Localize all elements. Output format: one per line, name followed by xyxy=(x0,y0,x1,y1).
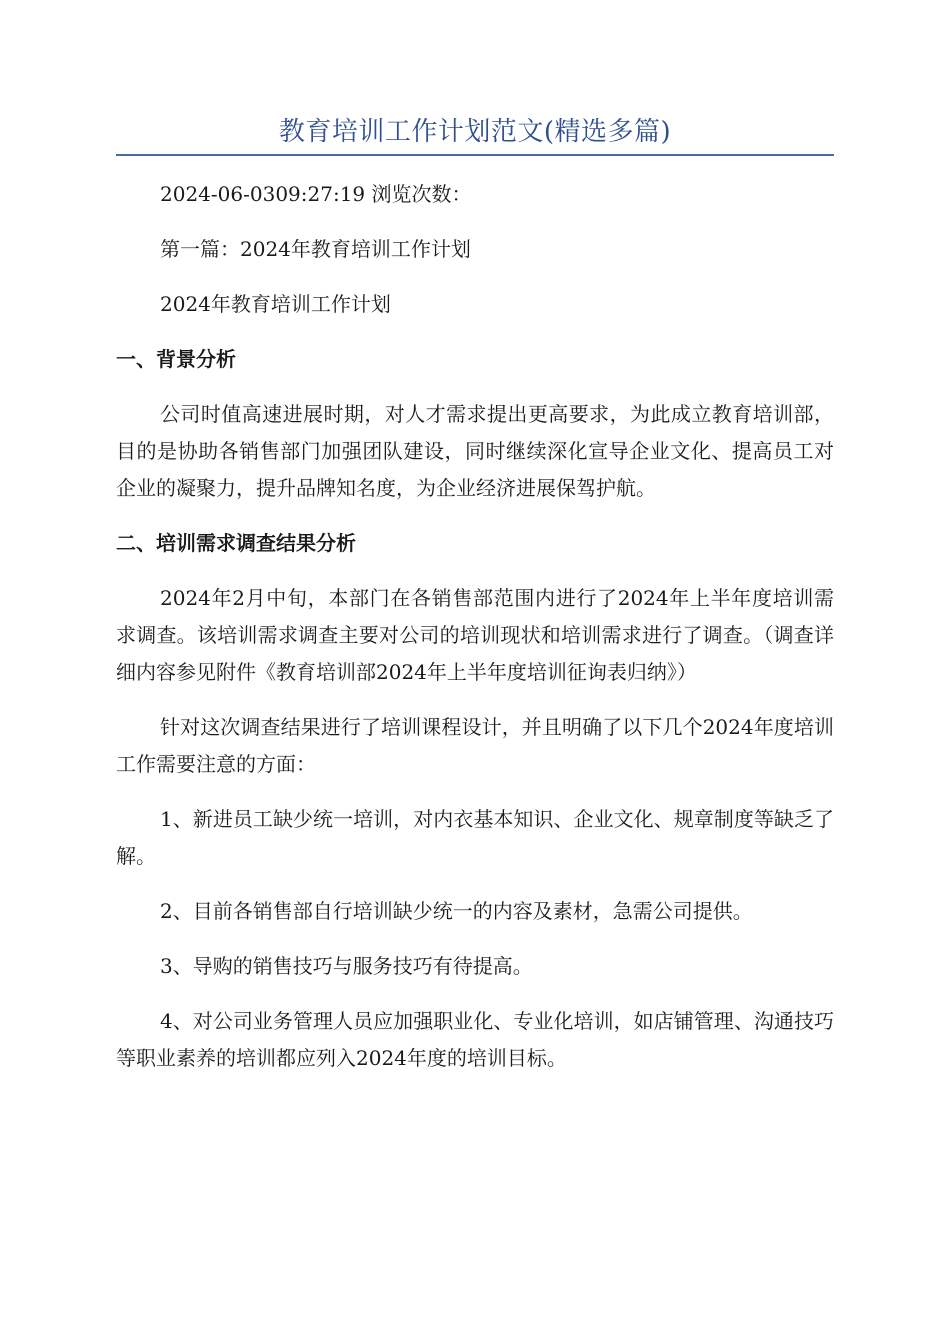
document-title: 教育培训工作计划范文(精选多篇) xyxy=(278,117,672,147)
list-item: 2、目前各销售部自行培训缺少统一的内容及素材，急需公司提供。 xyxy=(160,899,753,923)
title-divider xyxy=(116,154,834,156)
paragraph-survey: 2024年2月中旬，本部门在各销售部范围内进行了2024年上半年度培训需求调查。该培训需求调查主要对公司的培训现状和培训需求进行了调查。（调查详细内容参见附件《教育培训部2024年上半年度培训征询表归纳》） xyxy=(116,586,834,684)
paragraph-background: 公司时值高速进展时期，对人才需求提出更高要求，为此成立教育培训部，目的是协助各销售部门加强团队建设，同时继续深化宣导企业文化、提高员工对企业的凝聚力，提升品牌知名度，为企业经济进展保驾护航。 xyxy=(116,402,834,500)
section-heading-survey: 二、培训需求调查结果分析 xyxy=(116,531,356,555)
meta-line: 2024-06-0309:27:19 浏览次数： xyxy=(160,182,472,206)
list-item: 3、导购的销售技巧与服务技巧有待提高。 xyxy=(160,954,533,978)
section-label: 第一篇：2024年教育培训工作计划 xyxy=(160,237,471,261)
section-heading-background: 一、背景分析 xyxy=(116,347,236,371)
list-item: 1、新进员工缺少统一培训，对内衣基本知识、企业文化、规章制度等缺乏了解。 xyxy=(116,807,834,868)
paragraph-course-design: 针对这次调查结果进行了培训课程设计，并且明确了以下几个2024年度培训工作需要注意的方面： xyxy=(116,715,834,776)
document-page xyxy=(116,112,834,1095)
document-subtitle: 2024年教育培训工作计划 xyxy=(160,292,391,316)
list-item: 4、对公司业务管理人员应加强职业化、专业化培训，如店铺管理、沟通技巧等职业素养的培训都应列入2024年度的培训目标。 xyxy=(116,1009,834,1070)
